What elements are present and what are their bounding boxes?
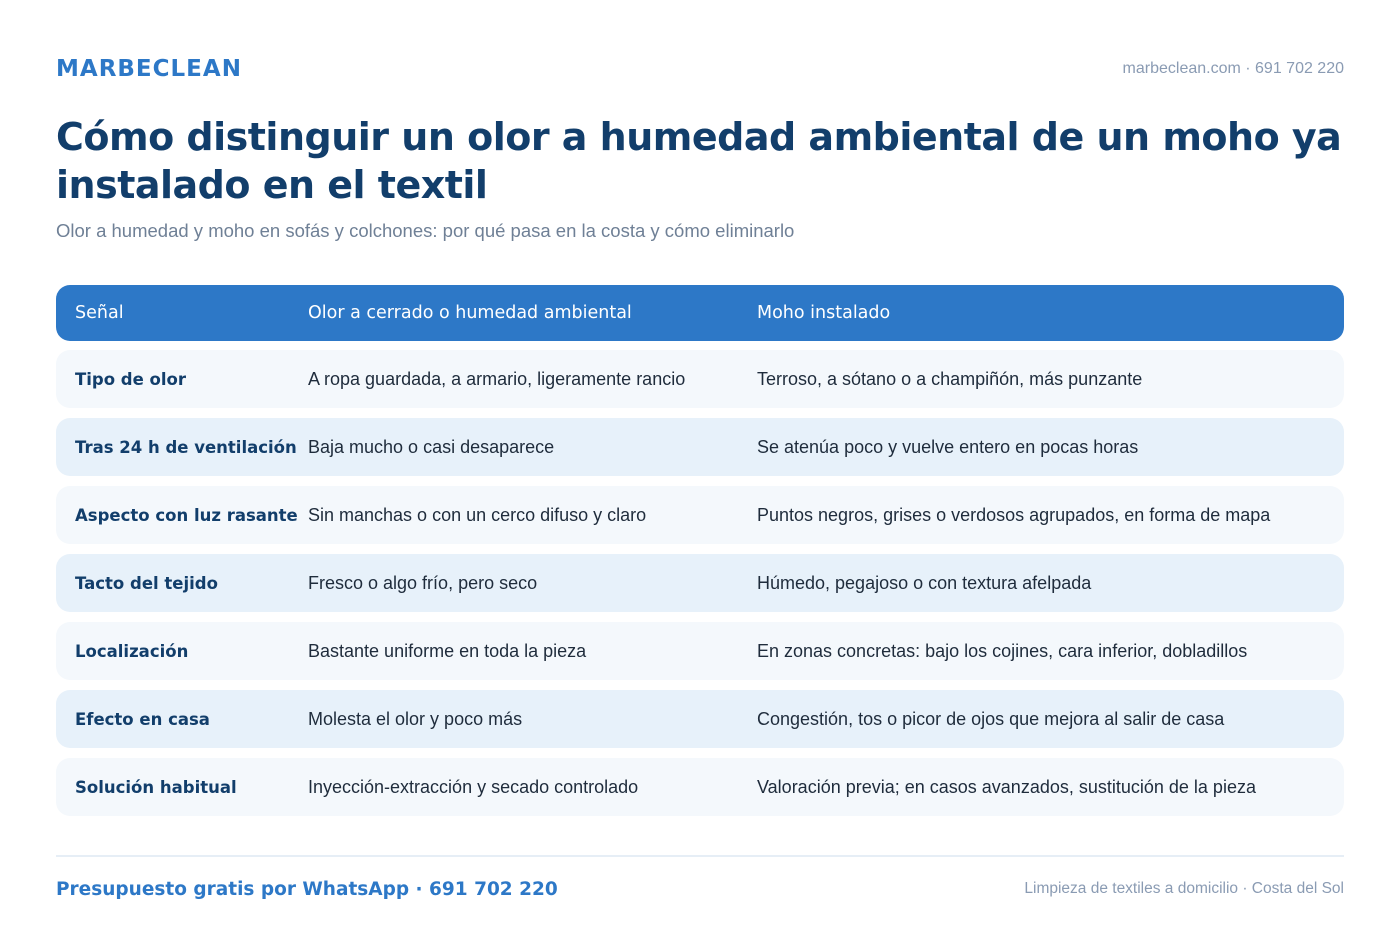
column-header-ambient-humidity: Olor a cerrado o humedad ambiental xyxy=(308,303,632,323)
brand-logo[interactable]: MARBECLEAN xyxy=(56,56,242,82)
ambient-humidity-cell: Bastante uniforme en toda la pieza xyxy=(308,640,587,661)
row-signal-label: Efecto en casa xyxy=(75,709,210,729)
mold-cell: Se atenúa poco y vuelve entero en pocas horas xyxy=(757,436,1139,457)
page-title: Cómo distinguir un olor a humedad ambiental de un moho ya instalado en el textil xyxy=(56,115,1342,207)
comparison-table xyxy=(56,285,1344,826)
mold-cell: Puntos negros, grises o verdosos agrupados, en forma de mapa xyxy=(757,504,1271,525)
table-row xyxy=(56,486,1344,544)
footer-divider xyxy=(56,855,1344,857)
table-header-row xyxy=(56,285,1344,341)
column-header-signal: Señal xyxy=(75,303,124,323)
row-signal-label: Tras 24 h de ventilación xyxy=(75,437,297,457)
whatsapp-quote-link[interactable]: Presupuesto gratis por WhatsApp · 691 702 220 xyxy=(56,878,558,900)
mold-cell: Húmedo, pegajoso o con textura afelpada xyxy=(757,572,1092,593)
mold-cell: Congestión, tos o picor de ojos que mejora al salir de casa xyxy=(757,708,1225,729)
table-row xyxy=(56,350,1344,408)
footer xyxy=(56,872,1344,906)
ambient-humidity-cell: A ropa guardada, a armario, ligeramente rancio xyxy=(308,368,686,389)
mold-cell: Terroso, a sótano o a champiñón, más punzante xyxy=(757,368,1143,389)
row-signal-label: Aspecto con luz rasante xyxy=(75,505,298,525)
row-signal-label: Localización xyxy=(75,641,189,661)
footer-tagline: Limpieza de textiles a domicilio · Costa del Sol xyxy=(1024,880,1344,897)
mold-cell: En zonas concretas: bajo los cojines, cara inferior, dobladillos xyxy=(757,640,1248,661)
row-signal-label: Tacto del tejido xyxy=(75,573,218,593)
ambient-humidity-cell: Sin manchas o con un cerco difuso y claro xyxy=(308,504,647,525)
table-row xyxy=(56,690,1344,748)
ambient-humidity-cell: Baja mucho o casi desaparece xyxy=(308,436,555,457)
ambient-humidity-cell: Molesta el olor y poco más xyxy=(308,708,523,729)
contact-info[interactable]: marbeclean.com · 691 702 220 xyxy=(1122,60,1344,77)
row-signal-label: Tipo de olor xyxy=(75,369,187,389)
column-header-mold: Moho instalado xyxy=(757,303,891,323)
table-row xyxy=(56,418,1344,476)
ambient-humidity-cell: Fresco o algo frío, pero seco xyxy=(308,572,538,593)
table-row xyxy=(56,554,1344,612)
table-row xyxy=(56,622,1344,680)
table-row xyxy=(56,758,1344,816)
ambient-humidity-cell: Inyección-extracción y secado controlado xyxy=(308,776,639,797)
row-signal-label: Solución habitual xyxy=(75,777,237,797)
top-bar xyxy=(56,52,1344,86)
mold-cell: Valoración previa; en casos avanzados, sustitución de la pieza xyxy=(757,776,1256,797)
page-subtitle: Olor a humedad y moho en sofás y colchones: por qué pasa en la costa y cómo eliminarlo xyxy=(56,220,795,241)
